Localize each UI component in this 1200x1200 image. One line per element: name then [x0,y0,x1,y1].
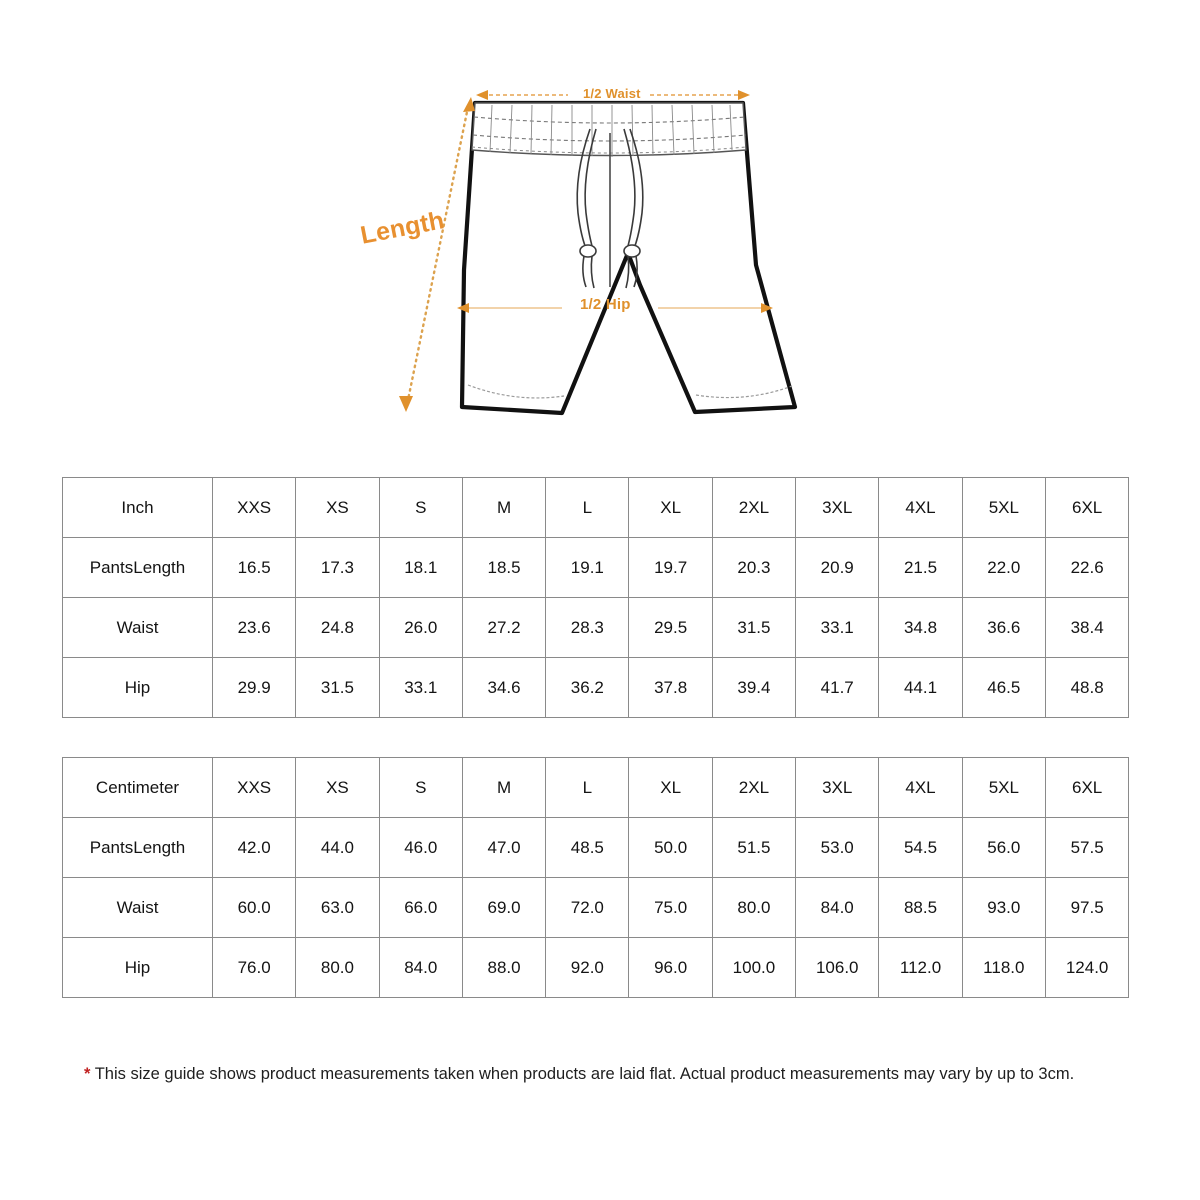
size-header-cell-m: M [462,478,545,538]
measurement-value-cell: 80.0 [712,878,795,938]
measurement-value-cell: 20.3 [712,538,795,598]
size-header-cell-m: M [462,758,545,818]
size-guide-footnote [84,1062,1130,1088]
measurement-value-cell: 97.5 [1045,878,1128,938]
measurement-value-cell: 19.1 [546,538,629,598]
measurement-value-cell: 88.0 [462,938,545,998]
size-header-cell-2xl: 2XL [712,478,795,538]
measurement-value-cell: 84.0 [796,878,879,938]
table-header-row [63,758,1129,818]
centimeter-size-table [62,757,1129,998]
measurement-value-cell: 16.5 [213,538,296,598]
measurement-value-cell: 24.8 [296,598,379,658]
measurement-value-cell: 106.0 [796,938,879,998]
measurement-value-cell: 75.0 [629,878,712,938]
size-header-cell-xxs: XXS [213,478,296,538]
measurement-value-cell: 76.0 [213,938,296,998]
measurement-value-cell: 44.1 [879,658,962,718]
size-header-cell-xs: XS [296,478,379,538]
measurement-value-cell: 100.0 [712,938,795,998]
measurement-value-cell: 69.0 [462,878,545,938]
measurement-label-cell: PantsLength [63,818,213,878]
unit-header-cell: Inch [63,478,213,538]
half-hip-label: 1/2 Hip [580,296,631,313]
measurement-value-cell: 84.0 [379,938,462,998]
measurement-value-cell: 92.0 [546,938,629,998]
measurement-value-cell: 33.1 [796,598,879,658]
measurement-value-cell: 46.5 [962,658,1045,718]
measurement-value-cell: 60.0 [213,878,296,938]
measurement-value-cell: 56.0 [962,818,1045,878]
measurement-label-cell: PantsLength [63,538,213,598]
measurement-value-cell: 20.9 [796,538,879,598]
measurement-value-cell: 26.0 [379,598,462,658]
size-header-cell-xxs: XXS [213,758,296,818]
measurement-value-cell: 39.4 [712,658,795,718]
measurement-value-cell: 33.1 [379,658,462,718]
footnote-asterisk-marker: * [84,1065,91,1083]
measurement-value-cell: 38.4 [1045,598,1128,658]
measurement-value-cell: 72.0 [546,878,629,938]
measurement-value-cell: 36.2 [546,658,629,718]
measurement-value-cell: 27.2 [462,598,545,658]
measurement-value-cell: 54.5 [879,818,962,878]
size-header-cell-4xl: 4XL [879,758,962,818]
measurement-value-cell: 17.3 [296,538,379,598]
half-waist-arrow-left [476,90,488,100]
waistband-panel [472,103,746,156]
footnote-text: This size guide shows product measurements taken when products are laid flat. Actual product measurements may vary by up to 3cm. [94,1065,1075,1083]
size-header-cell-2xl: 2XL [712,758,795,818]
half-waist-arrow-right [738,90,750,100]
measurement-value-cell: 29.9 [213,658,296,718]
size-header-cell-s: S [379,758,462,818]
size-header-cell-6xl: 6XL [1045,478,1128,538]
size-header-cell-3xl: 3XL [796,758,879,818]
shorts-illustration [340,55,840,445]
size-header-cell-l: L [546,758,629,818]
measurement-value-cell: 88.5 [879,878,962,938]
measurement-value-cell: 19.7 [629,538,712,598]
measurement-value-cell: 36.6 [962,598,1045,658]
size-header-cell-s: S [379,478,462,538]
measurement-value-cell: 44.0 [296,818,379,878]
measurement-value-cell: 51.5 [712,818,795,878]
drawstring-left-knot [580,245,596,257]
measurement-value-cell: 48.8 [1045,658,1128,718]
measurement-value-cell: 50.0 [629,818,712,878]
measurement-value-cell: 31.5 [296,658,379,718]
measurement-value-cell: 112.0 [879,938,962,998]
table-row [63,818,1129,878]
measurement-value-cell: 47.0 [462,818,545,878]
measurement-value-cell: 93.0 [962,878,1045,938]
measurement-value-cell: 18.5 [462,538,545,598]
length-dimension-line [408,107,468,400]
size-header-cell-xl: XL [629,478,712,538]
measurement-value-cell: 28.3 [546,598,629,658]
measurement-value-cell: 34.6 [462,658,545,718]
measurement-value-cell: 124.0 [1045,938,1128,998]
table-header-row [63,478,1129,538]
measurement-label-cell: Waist [63,878,213,938]
table-row [63,598,1129,658]
measurement-value-cell: 46.0 [379,818,462,878]
measurement-value-cell: 23.6 [213,598,296,658]
drawstring-right-knot [624,245,640,257]
measurement-value-cell: 118.0 [962,938,1045,998]
measurement-label-cell: Hip [63,938,213,998]
size-header-cell-3xl: 3XL [796,478,879,538]
measurement-value-cell: 22.6 [1045,538,1128,598]
size-header-cell-5xl: 5XL [962,758,1045,818]
measurement-value-cell: 42.0 [213,818,296,878]
length-arrow-bottom [399,396,413,412]
measurement-value-cell: 48.5 [546,818,629,878]
measurement-value-cell: 41.7 [796,658,879,718]
size-header-cell-6xl: 6XL [1045,758,1128,818]
measurement-label-cell: Hip [63,658,213,718]
measurement-value-cell: 53.0 [796,818,879,878]
measurement-value-cell: 22.0 [962,538,1045,598]
measurement-value-cell: 21.5 [879,538,962,598]
table-row [63,658,1129,718]
inch-size-table [62,477,1129,718]
measurement-value-cell: 34.8 [879,598,962,658]
centimeter-table-body [63,758,1129,998]
half-waist-label: 1/2 Waist [583,86,641,101]
shorts-diagram-section [0,0,1200,460]
table-row [63,538,1129,598]
measurement-value-cell: 96.0 [629,938,712,998]
measurement-value-cell: 29.5 [629,598,712,658]
unit-header-cell: Centimeter [63,758,213,818]
size-header-cell-xl: XL [629,758,712,818]
measurement-label-cell: Waist [63,598,213,658]
measurement-value-cell: 18.1 [379,538,462,598]
measurement-value-cell: 63.0 [296,878,379,938]
measurement-value-cell: 57.5 [1045,818,1128,878]
size-header-cell-xs: XS [296,758,379,818]
table-row [63,878,1129,938]
waistband-group [472,103,746,157]
table-row [63,938,1129,998]
measurement-value-cell: 31.5 [712,598,795,658]
length-label: Length [358,206,447,250]
measurement-value-cell: 66.0 [379,878,462,938]
measurement-value-cell: 80.0 [296,938,379,998]
size-header-cell-4xl: 4XL [879,478,962,538]
size-header-cell-l: L [546,478,629,538]
measurement-value-cell: 37.8 [629,658,712,718]
inch-table-body [63,478,1129,718]
size-header-cell-5xl: 5XL [962,478,1045,538]
